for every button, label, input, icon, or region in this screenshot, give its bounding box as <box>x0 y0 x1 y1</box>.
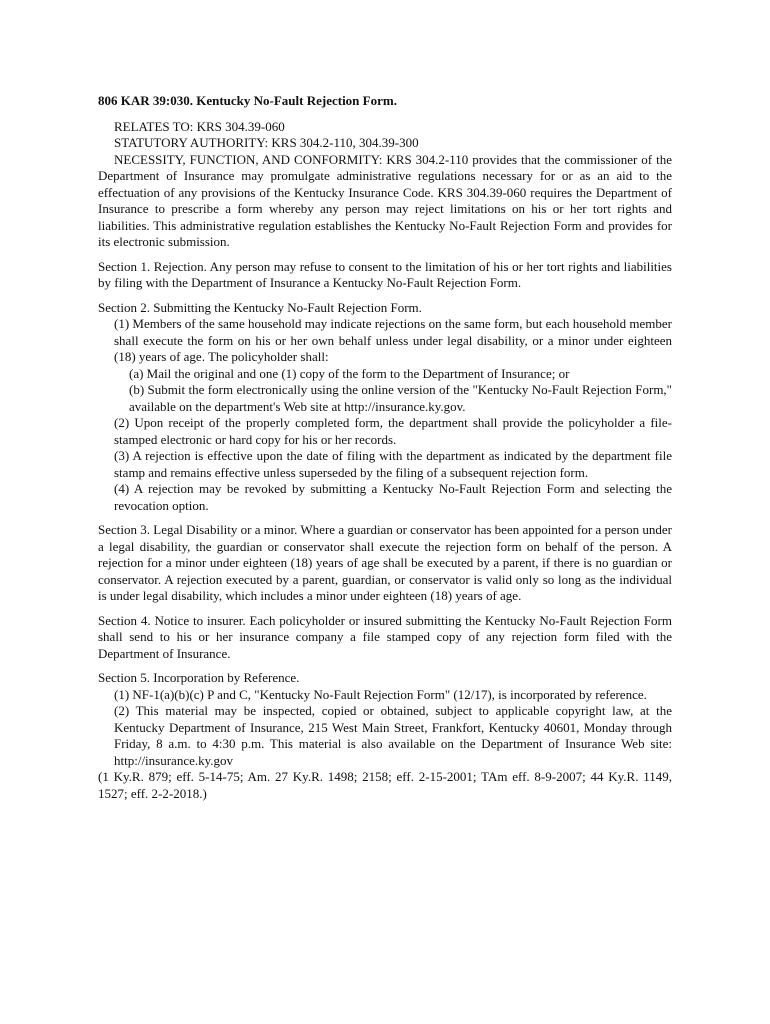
document-title: 806 KAR 39:030. Kentucky No-Fault Rejection Form. <box>98 93 397 108</box>
section-2-paragraph-1a: (a) Mail the original and one (1) copy of the form to the Department of Insurance; or <box>129 365 570 381</box>
section-2-paragraph-1b: (b) Submit the form electronically using the online version of the "Kentucky No-Fault Rejection Form," available on the department's Web site at http://insurance.ky.gov. <box>129 382 672 414</box>
section-5-heading: Section 5. Incorporation by Reference. <box>98 670 300 685</box>
section-2-paragraph-1: (1) Members of the same household may indicate rejections on the same form, but each household member shall execute the form on his or her own behalf unless under legal disability, or a minor under eighteen (18) years of age. The policyholder shall: <box>114 316 672 364</box>
relates-to: RELATES TO: KRS 304.39-060 <box>114 118 285 134</box>
section-5-paragraph-1: (1) NF-1(a)(b)(c) P and C, "Kentucky No-Fault Rejection Form" (12/17), is incorporated by reference. <box>114 686 647 702</box>
section-2-paragraph-4: (4) A rejection may be revoked by submitting a Kentucky No-Fault Rejection Form and selecting the revocation option. <box>114 481 672 513</box>
necessity-function-conformity: NECESSITY, FUNCTION, AND CONFORMITY: KRS 304.2-110 provides that the commissioner of the Department of Insurance may promulgate administrative regulations necessary for or as an aid to the effectuation of any provisions of the Kentucky Insurance Code. KRS 304.39-060 requires the Department of Insurance to prescribe a form whereby any person may reject limitations on his or her tort rights and liabilities. This administrative regulation establishes the Kentucky No-Fault Rejection Form and provides for its electronic submission. <box>98 151 672 249</box>
section-1-rejection: Section 1. Rejection. Any person may refuse to consent to the limitation of his or her tort rights and liabilities by filing with the Department of Insurance a Kentucky No-Fault Rejection Form. <box>98 258 672 290</box>
section-2-paragraph-2: (2) Upon receipt of the properly completed form, the department shall provide the policyholder a file-stamped electronic or hard copy for his or her records. <box>114 415 672 447</box>
section-5-paragraph-2: (2) This material may be inspected, copied or obtained, subject to applicable copyright law, at the Kentucky Department of Insurance, 215 West Main Street, Frankfort, Kentucky 40601, Monday through Friday, 8 a.m. to 4:30 p.m. This material is also available on the Department of Insurance Web site: http://insurance.ky.gov <box>114 703 672 768</box>
section-3-legal-disability: Section 3. Legal Disability or a minor. Where a guardian or conservator has been appointed for a person under a legal disability, the guardian or conservator shall execute the rejection form on behalf of the person. A rejection for a minor under eighteen (18) years of age shall be executed by a parent, if there is no guardian or conservator. A rejection executed by a parent, guardian, or conservator is valid only so long as the individual is under legal disability, which includes a minor under eighteen (18) years of age. <box>98 522 672 603</box>
statutory-authority: STATUTORY AUTHORITY: KRS 304.2-110, 304.39-300 <box>114 135 419 150</box>
section-2-paragraph-3: (3) A rejection is effective upon the date of filing with the department as indicated by the department file stamp and remains effective unless superseded by the filing of a subsequent rejection form. <box>114 448 672 480</box>
section-4-notice-to-insurer: Section 4. Notice to insurer. Each policyholder or insured submitting the Kentucky No-Fault Rejection Form shall send to his or her insurance company a file stamped copy of any rejection form filed with the Department of Insurance. <box>98 612 672 661</box>
history-note: (1 Ky.R. 879; eff. 5-14-75; Am. 27 Ky.R. 1498; 2158; eff. 2-15-2001; TAm eff. 8-9-2007; 44 Ky.R. 1149, 1527; eff. 2-2-2018.) <box>98 769 672 801</box>
regulation-document <box>98 93 672 802</box>
section-2-heading: Section 2. Submitting the Kentucky No-Fault Rejection Form. <box>98 299 422 315</box>
